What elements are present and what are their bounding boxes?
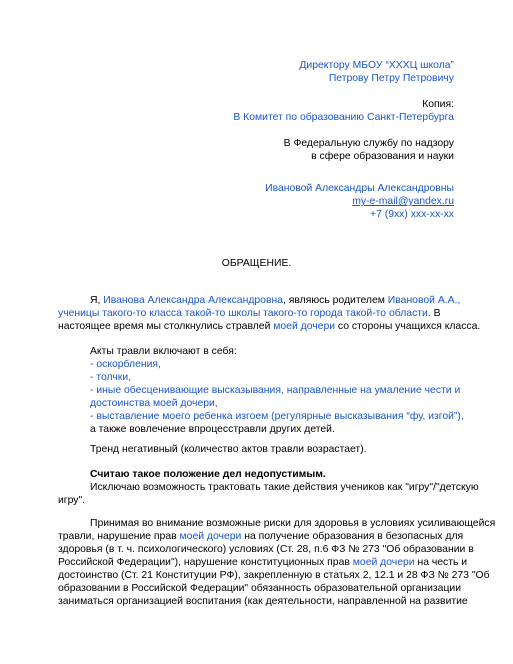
copy-label: Копия: [422, 99, 454, 110]
intro-line-3: настоящее время мы столкнулись стравлей моей дочери со стороны учащихся класса. [58, 321, 481, 332]
trend-line: Тренд негативный (количество актов травли возрастает). [90, 444, 367, 455]
final-line-5: достоинство (Ст. 21 Конституции РФ), закрепленную в статьях 2, 12.1 и 28 ФЗ № 273 "Об [58, 570, 490, 581]
federal-service-line-1: В Федеральную службу по надзору [283, 138, 454, 149]
list-item: - иные обесценивающие высказывания, направленные на умаление чести и [90, 385, 461, 396]
intro-line-1: Я, Иванова Александра Александровна, являюсь родителем Ивановой А.А., [90, 295, 461, 306]
unacceptable-bold: Считаю такое положение дел недопустимым. [90, 469, 326, 480]
child-name: Ивановой А.А., [387, 295, 461, 306]
final-line-1: Принимая во внимание возможные риски для здоровья в условиях усиливающейся [90, 518, 496, 529]
sender-phone: +7 (9хх) ххх-хх-хх [370, 209, 454, 220]
final-line-4: Российской Федерации"), нарушение конституционных прав моей дочери на честь и [58, 557, 468, 568]
sender-name: Ивановой Александры Александровны [265, 183, 454, 194]
list-item: - толчки, [90, 372, 132, 383]
unacceptable-line-2: Исключаю возможность трактовать такие действия учеников как "игру"/"детскую [90, 482, 479, 493]
list-item: достоинства моей дочери, [90, 398, 218, 409]
addressee-block [299, 59, 454, 85]
federal-service-block [284, 137, 454, 163]
acts-list [90, 345, 464, 436]
final-line-7: заниматься организацией воспитания (как деятельности, направленной на развитие [58, 596, 468, 607]
unacceptable-line-3: игру". [58, 495, 86, 506]
acts-heading: Акты травли включают в себя: [90, 346, 237, 357]
sender-email-link[interactable]: my-e-mail@yandex.ru [352, 196, 454, 207]
unacceptable-paragraph [58, 468, 479, 507]
intro-line-2: ученицы такого-то класса такой-то школы такого-то города такой-то области. В [58, 308, 441, 319]
final-line-6: образовании в Российской Федерации" обязанность образовательной организации [58, 583, 462, 594]
intro-paragraph [58, 294, 481, 333]
list-item: - оскорбления, [90, 359, 161, 370]
director-line: Директору МБОУ “ХХХЦ школа” [299, 60, 454, 71]
federal-service-line-2: в сфере образования и науки [311, 151, 454, 162]
list-item: - выставление моего ребенка изгоем (регулярные высказывания “фу, изгой”), [90, 411, 464, 422]
sender-block [265, 182, 454, 221]
child-description: ученицы такого-то класса такой-то школы такого-то города такой-то области [58, 308, 428, 319]
copy-block [233, 98, 454, 124]
acts-tail: а также вовлечение впроцесстравли других детей. [90, 424, 335, 435]
director-name: Петрову Петру Петровичу [328, 73, 454, 84]
committee-line: В Комитет по образованию Санкт-Петербурга [233, 112, 454, 123]
parent-name: Иванова Александра Александровна [103, 295, 283, 306]
final-line-3: здоровья (в т. ч. психологического) условиях (Ст. 28, п.6 ФЗ № 273 "Об образовании в [58, 544, 474, 555]
final-line-2: травли, нарушение прав моей дочери на получение образования в безопасных для [58, 531, 464, 542]
document-title: ОБРАЩЕНИЕ. [221, 258, 292, 269]
final-paragraph [58, 517, 496, 608]
